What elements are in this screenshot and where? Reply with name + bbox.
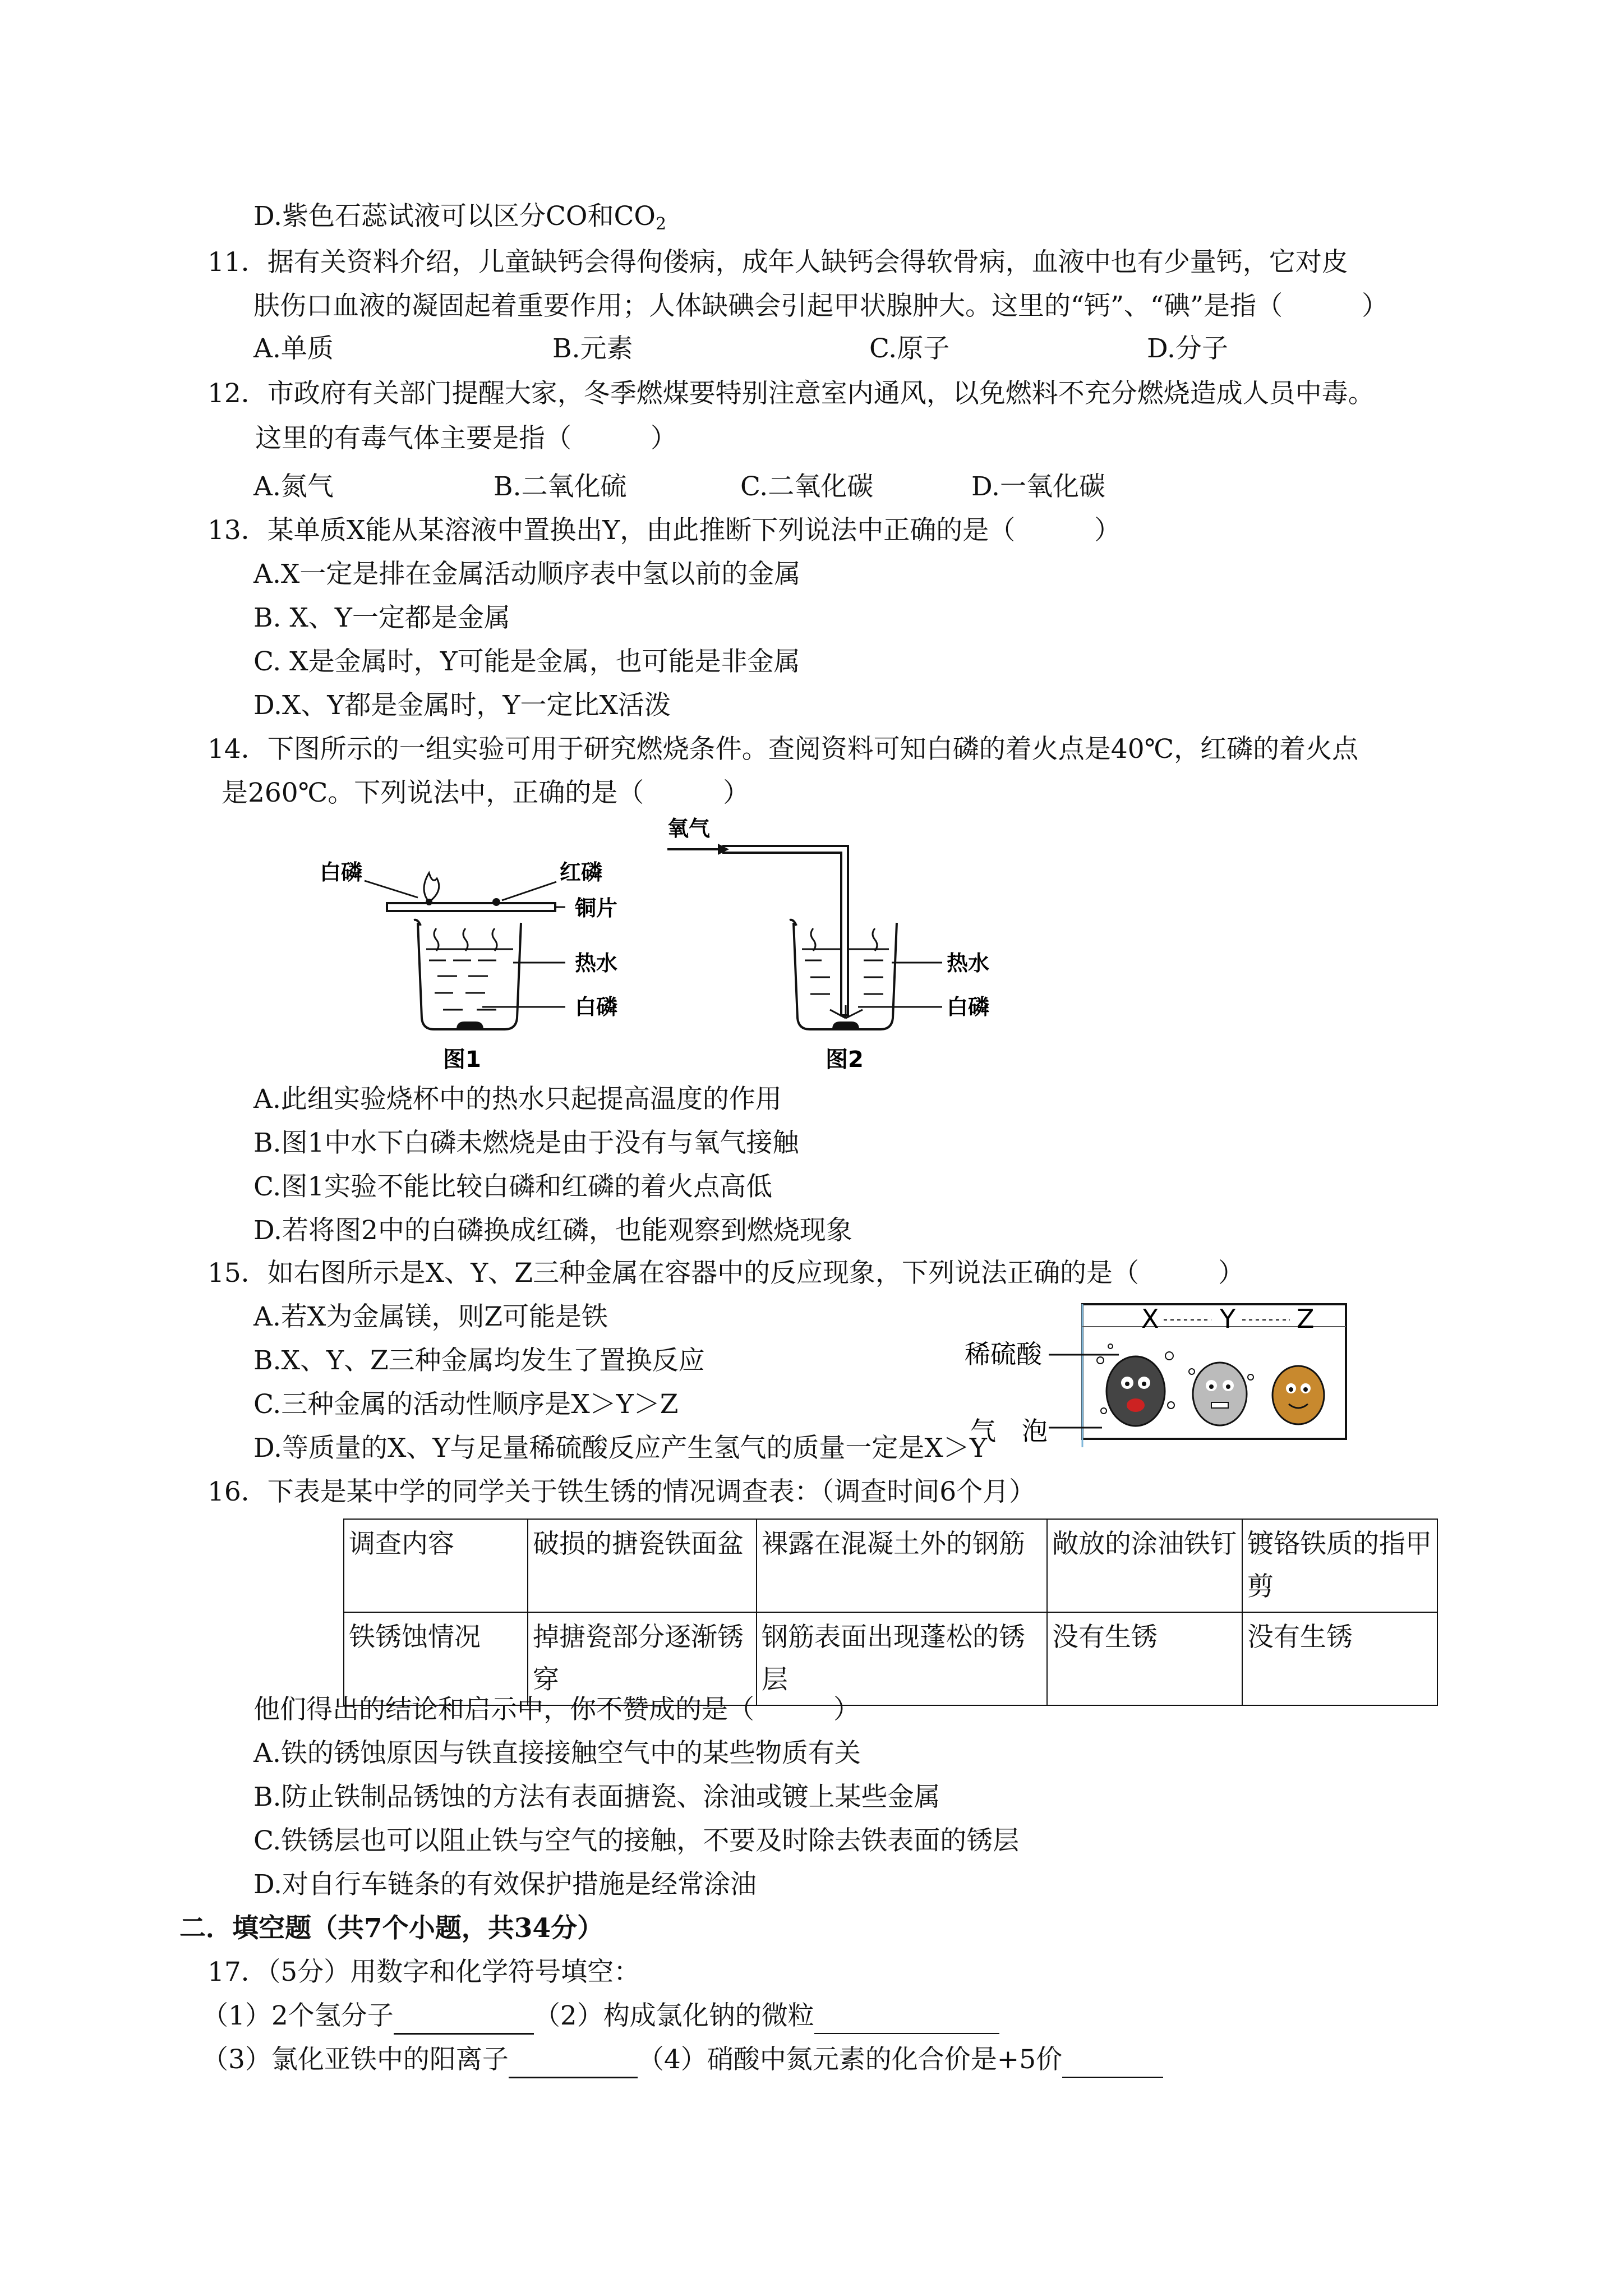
q14-option-b: B.图1中水下白磷未燃烧是由于没有与氧气接触	[253, 1128, 799, 1158]
fig1-label-white-phosphorus-underwater: 白磷	[575, 995, 618, 1019]
table-cell: 裸露在混凝土外的钢筋	[757, 1519, 1047, 1612]
q13-option-a: A.X一定是排在金属活动顺序表中氢以前的金属	[253, 559, 801, 590]
q13-option-c: C. X是金属时，Y可能是金属，也可能是非金属	[253, 646, 800, 677]
q14-combustion-figure	[303, 813, 1054, 1077]
q11-option-b: B.元素	[552, 333, 633, 364]
table-cell: 没有生锈	[1047, 1612, 1242, 1705]
q12-stem-line2: 这里的有毒气体主要是指（ ）	[255, 423, 677, 454]
q12-option-c: C.二氧化碳	[740, 471, 874, 502]
q16-option-a: A.铁的锈蚀原因与铁直接接触空气中的某些物质有关	[253, 1738, 861, 1769]
fig2-caption: 图2	[826, 1047, 864, 1073]
figure1-beaker	[414, 920, 521, 1029]
q14-option-d: D.若将图2中的白磷换成红磷，也能观察到燃烧现象	[253, 1215, 852, 1246]
q11-option-c: C.原子	[869, 333, 950, 364]
table-cell: 破损的搪瓷铁面盆	[528, 1519, 757, 1612]
metal-y-label: Y	[1220, 1304, 1236, 1334]
q15-metals-acid-figure	[965, 1293, 1357, 1456]
table-row	[344, 1612, 1437, 1705]
metal-z-character-icon	[1272, 1366, 1324, 1424]
fig2-label-oxygen: 氧气	[667, 816, 711, 841]
table-cell: 调查内容	[344, 1519, 528, 1612]
oxygen-tube	[723, 846, 848, 1015]
q11-stem-line2: 肤伤口血液的凝固起着重要作用；人体缺碘会引起甲状腺肿大。这里的“钙”、“碘”是指（ ）	[253, 291, 1389, 321]
answer-blank-2[interactable]	[814, 1999, 999, 2034]
q12-option-b: B.二氧化硫	[494, 471, 627, 502]
table-cell: 没有生锈	[1242, 1612, 1437, 1705]
white-phosphorus-flame-icon	[424, 873, 439, 902]
q11-stem-line1: 11．据有关资料介绍，儿童缺钙会得佝偻病，成年人缺钙会得软骨病，血液中也有少量钙，它对皮	[208, 247, 1348, 278]
bubble-label: 气 泡	[970, 1416, 1048, 1446]
answer-blank-3[interactable]	[509, 2043, 638, 2078]
table-cell: 掉搪瓷部分逐渐锈穿	[528, 1612, 757, 1705]
fig1-label-white-phosphorus: 白磷	[320, 860, 363, 885]
q13-option-d: D.X、Y都是金属时，Y一定比X活泼	[253, 690, 671, 721]
q17-part1: （1）2个氢分子 （2）构成氯化钠的微粒	[202, 1999, 999, 2035]
q13-stem: 13．某单质X能从某溶液中置换出Y，由此推断下列说法中正确的是（ ）	[208, 515, 1121, 546]
q14-stem-line2: 是260℃。下列说法中，正确的是（ ）	[222, 777, 750, 808]
q15-option-d: D.等质量的X、Y与足量稀硫酸反应产生氢气的质量一定是X＞Y	[253, 1433, 987, 1464]
table-cell: 铁锈蚀情况	[344, 1612, 528, 1705]
q17-stem: 17．（5分）用数字和化学符号填空：	[208, 1957, 640, 1987]
fig2-label-hot-water: 热水	[947, 951, 990, 976]
q15-option-c: C.三种金属的活动性顺序是X＞Y＞Z	[253, 1389, 679, 1420]
answer-blank-4[interactable]	[1062, 2043, 1163, 2078]
q12-option-a: A.氮气	[253, 471, 334, 502]
q15-stem: 15．如右图所示是X、Y、Z三种金属在容器中的反应现象，下列说法正确的是（ ）	[208, 1258, 1244, 1289]
q16-option-d: D.对自行车链条的有效保护措施是经常涂油	[253, 1869, 757, 1900]
q11-option-a: A.单质	[253, 333, 334, 364]
q15-option-b: B.X、Y、Z三种金属均发生了置换反应	[253, 1345, 705, 1376]
q15-option-a: A.若X为金属镁，则Z可能是铁	[253, 1301, 608, 1332]
q14-stem-line1: 14．下图所示的一组实验可用于研究燃烧条件。查阅资料可知白磷的着火点是40℃，红磷的着火点	[208, 734, 1359, 765]
q16-follow-up: 他们得出的结论和启示中，你不赞成的是（ ）	[253, 1694, 860, 1725]
fig1-label-red-phosphorus: 红磷	[560, 860, 603, 885]
q12-option-d: D.一氧化碳	[971, 471, 1105, 502]
q16-option-b: B.防止铁制品锈蚀的方法有表面搪瓷、涂油或镀上某些金属	[253, 1782, 940, 1812]
fig1-label-hot-water: 热水	[575, 951, 618, 976]
fig1-label-copper: 铜片	[575, 896, 618, 921]
rust-survey-table	[343, 1519, 1438, 1706]
q12-stem-line1: 12．市政府有关部门提醒大家，冬季燃煤要特别注意室内通风，以免燃料不充分燃烧造成人员中毒。	[208, 378, 1375, 409]
table-row	[344, 1519, 1437, 1612]
metal-y-character-icon	[1189, 1363, 1253, 1425]
q14-option-a: A.此组实验烧杯中的热水只起提高温度的作用	[253, 1084, 782, 1115]
table-cell: 敞放的涂油铁钉	[1047, 1519, 1242, 1612]
q10-option-d: D.紫色石蕊试液可以区分CO和$CO_2$	[253, 201, 667, 234]
fig1-caption: 图1	[443, 1047, 481, 1073]
metal-z-label: Z	[1297, 1304, 1315, 1334]
fig2-label-white-phosphorus: 白磷	[947, 995, 990, 1019]
q13-option-b: B. X、Y一定都是金属	[253, 602, 510, 633]
q17-part3: （3）氯化亚铁中的阳离子 （4）硝酸中氮元素的化合价是+5价	[202, 2043, 1163, 2078]
burning-spark-icon	[830, 1005, 863, 1018]
section2-heading: 二．填空题（共7个小题，共34分）	[179, 1913, 604, 1944]
q16-stem: 16．下表是某中学的同学关于铁生锈的情况调查表：（调查时间6个月）	[208, 1476, 1036, 1507]
copper-plate	[387, 903, 555, 911]
q11-option-d: D.分子	[1147, 333, 1228, 364]
table-cell: 镀铬铁质的指甲剪	[1242, 1519, 1437, 1612]
metal-x-label: X	[1141, 1304, 1159, 1334]
q14-option-c: C.图1实验不能比较白磷和红磷的着火点高低	[253, 1171, 773, 1202]
metal-x-character-icon	[1097, 1344, 1174, 1426]
answer-blank-1[interactable]	[394, 1999, 534, 2035]
table-cell: 钢筋表面出现蓬松的锈层	[757, 1612, 1047, 1705]
acid-label: 稀硫酸	[965, 1339, 1042, 1369]
q16-option-c: C.铁锈层也可以阻止铁与空气的接触，不要及时除去铁表面的锈层	[253, 1825, 1020, 1856]
